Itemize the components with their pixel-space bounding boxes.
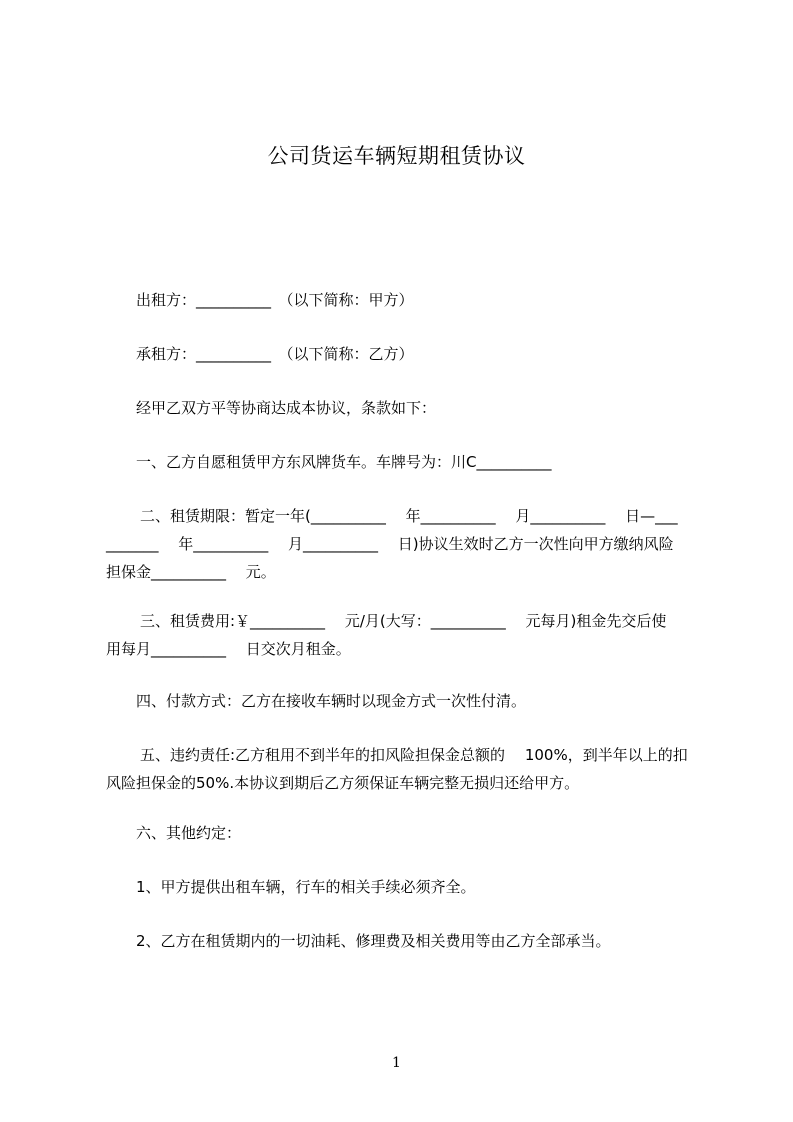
clause-2-line-1: 二、租赁期限：暂定一年(__________ 年__________ 月__________ 日—___ bbox=[140, 507, 678, 525]
clause-2-line-2: _______ 年__________ 月__________ 日)协议生效时乙方一次性向甲方缴纳风险 bbox=[106, 535, 674, 553]
clause-2-line-3: 担保金__________ 元。 bbox=[106, 563, 276, 581]
clause-5-line-1: 五、违约责任:乙方租用不到半年的扣风险担保金总额的 100%，到半年以上的扣 bbox=[140, 746, 688, 764]
clause-1-line: 一、乙方自愿租赁甲方东风牌货车。车牌号为：川C__________ bbox=[136, 453, 552, 471]
clause-3-line-2: 用每月__________ 日交次月租金。 bbox=[106, 640, 351, 658]
clause-5-line-2: 风险担保金的50%.本协议到期后乙方须保证车辆完整无损归还给甲方。 bbox=[106, 774, 580, 792]
clause-6-heading: 六、其他约定： bbox=[136, 824, 242, 842]
page-number: 1 bbox=[392, 1055, 401, 1071]
lessee-line: 承租方：__________ （以下简称：乙方） bbox=[136, 345, 414, 363]
document-title: 公司货运车辆短期租赁协议 bbox=[267, 144, 526, 168]
clause-6-item-2: 2、乙方在租赁期内的一切油耗、修理费及相关费用等由乙方全部承当。 bbox=[136, 932, 611, 950]
lessor-line: 出租方：__________ （以下简称：甲方） bbox=[136, 291, 414, 309]
clause-6-item-1: 1、甲方提供出租车辆，行车的相关手续必须齐全。 bbox=[136, 878, 476, 896]
clause-4-line: 四、付款方式：乙方在接收车辆时以现金方式一次性付清。 bbox=[136, 692, 527, 710]
preamble-line: 经甲乙双方平等协商达成本协议，条款如下： bbox=[136, 399, 437, 417]
clause-3-line-1: 三、租赁费用:￥__________ 元/月(大写：__________ 元每月)租金先交后使 bbox=[140, 612, 667, 630]
